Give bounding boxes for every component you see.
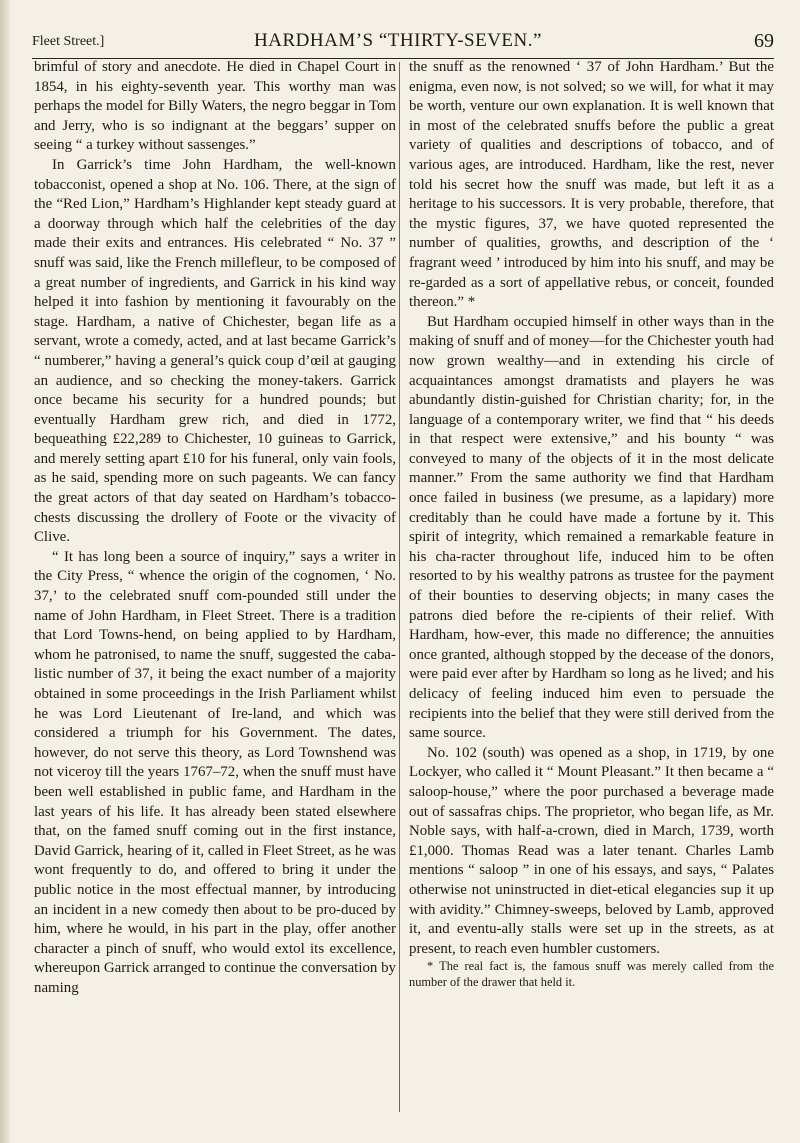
page-header <box>22 22 774 58</box>
page-title: HARDHAM’S “THIRTY-SEVEN.” <box>254 30 542 51</box>
page-number: 69 <box>754 30 774 52</box>
running-head: Fleet Street.] <box>32 34 105 49</box>
paragraph: “ It has long been a source of inquiry,” says a writer in the City Press, “ whence the origin of the cognomen, ‘ No. 37,’ to the celebrated snuff com-pounded still under the name of John Hardham, in Fleet Street. There is a tradition that Lord Towns-hend, on being applied to by Hardham, whom he patronised, to name the snuff, suggested the caba-listic number of 37, it being the exact number of a majority obtained in some proceedings in the Irish Parliament whilst he was Lord Lieutenant of Ire-land, and which was considered a triumph for his Government. The dates, however, do not serve this theory, as Lord Townshend was not viceroy till the years 1767–72, when the snuff must have been well established in public fame, and Hardham in the last years of his life. It has already been stated elsewhere that, on the famed snuff coming out in the first instance, David Garrick, hearing of it, called in Fleet Street, as he was wont frequently to do, and offered to bring it under the public notice in the most effectual manner, by introducing an incident in a new comedy then about to be pro-duced by him, where he would, in his part in the play, offer another character a pinch of snuff, who would extol its excellence, whereupon Garrick arranged to continue the conversation by naming <box>34 548 396 996</box>
paragraph: But Hardham occupied himself in other ways than in the making of snuff and of money—for the Chichester youth had now grown wealthy—and in extending his circle of acquaintances amongst dramatists and players he was abundantly distin-guished for Christian charity; for, in the language of a contemporary writer, we find that “ his deeds in that respect were extensive,” and his bounty “ was conveyed to many of the objects of it in the most delicate manner.” From the same authority we find that Hardham once failed in business (we presume, as a lapidary) more creditably than he could have made a fortune by it. This spirit of integrity, which remained a remarkable feature in his cha-racter throughout life, induced him to be often resorted to by his wealthy patrons as trustee for the payment of their bounties to deserving objects; in many cases the patrons died before the re-cipients of their relief. With Hardham, how-ever, this made no difference; the annuities once granted, although stopped by the decease of the donors, were paid ever after by Hardham so long as he lived; and his delicacy of feeling induced him even to persuade the recipients into the belief that they were still derived from the same source. <box>409 313 774 742</box>
right-column <box>409 58 774 990</box>
paragraph: In Garrick’s time John Hardham, the well-known tobacconist, opened a shop at No. 106. There, at the sign of the “Red Lion,” Hardham’s Highlander kept steady guard at a doorway through which half the celebrities of the day made their exits and entrances. His celebrated “ No. 37 ” snuff was said, like the French millefleur, to be composed of a great number of ingredients, and Garrick in his kind way helped it into fashion by mentioning it favourably on the stage. Hardham, a native of Chichester, began life as a servant, wrote a comedy, acted, and at last became Garrick’s “ numberer,” having a general’s quick coup d’œil at gauging an audience, and so checking the money-takers. Garrick once became his security for a hundred pounds; but eventually Hardham grew rich, and died in 1772, bequeathing £22,289 to Chichester, 10 guineas to Garrick, and merely setting apart £10 for his funeral, only vain fools, as he said, spending more on such pageants. We can fancy the great actors of that day seated on Hardham’s tobacco-chests discussing the drollery of Foote or the vivacity of Clive. <box>34 156 396 546</box>
footnote: * The real fact is, the famous snuff was merely called from the number of the drawer that held it. <box>409 959 774 989</box>
page-binding-edge <box>0 0 10 1143</box>
paragraph: brimful of story and anecdote. He died in Chapel Court in 1854, in his eighty-seventh year. This worthy man was perhaps the model for Billy Waters, the negro beggar in Tom and Jerry, who is so indignant at the beggars’ supper on seeing “ a turkey without sassenges.” <box>34 59 396 154</box>
paragraph: the snuff as the renowned ‘ 37 of John Hardham.’ But the enigma, even now, is not solved; so we will, for what it may be worth, venture our own explanation. It is well known that in most of the celebrated snuffs before the public a great variety of qualities and descriptions of tobacco, and of various ages, are introduced. Hardham, like the rest, never told his secret how the snuff was made, but left it as a heritage to his successors. It is very probable, therefore, that the mystic figures, 37, we have quoted represented the number of qualities, growths, and description of the ‘ fragrant weed ’ introduced by him into his snuff, and may be re-garded as a sort of appellative rebus, or conceit, founded thereon.” * <box>409 59 774 311</box>
column-divider <box>399 62 400 1112</box>
left-column <box>34 58 396 999</box>
paragraph: No. 102 (south) was opened as a shop, in 1719, by one Lockyer, who called it “ Mount Pleasant.” It then became a “ saloop-house,” where the poor purchased a beverage made out of sassafras chips. The proprietor, who began life, as Mr. Noble says, with half-a-crown, died in March, 1739, worth £1,000. Thomas Read was a later tenant. Charles Lamb mentions “ saloop ” in one of his essays, and says, “ Palates otherwise not uninstructed in diet-etical elegancies sup it up with avidity.” Chimney-sweeps, beloved by Lamb, approved it, and eventu-ally stalls were set up in the streets, as at present, to reach even humbler customers. <box>409 744 774 957</box>
